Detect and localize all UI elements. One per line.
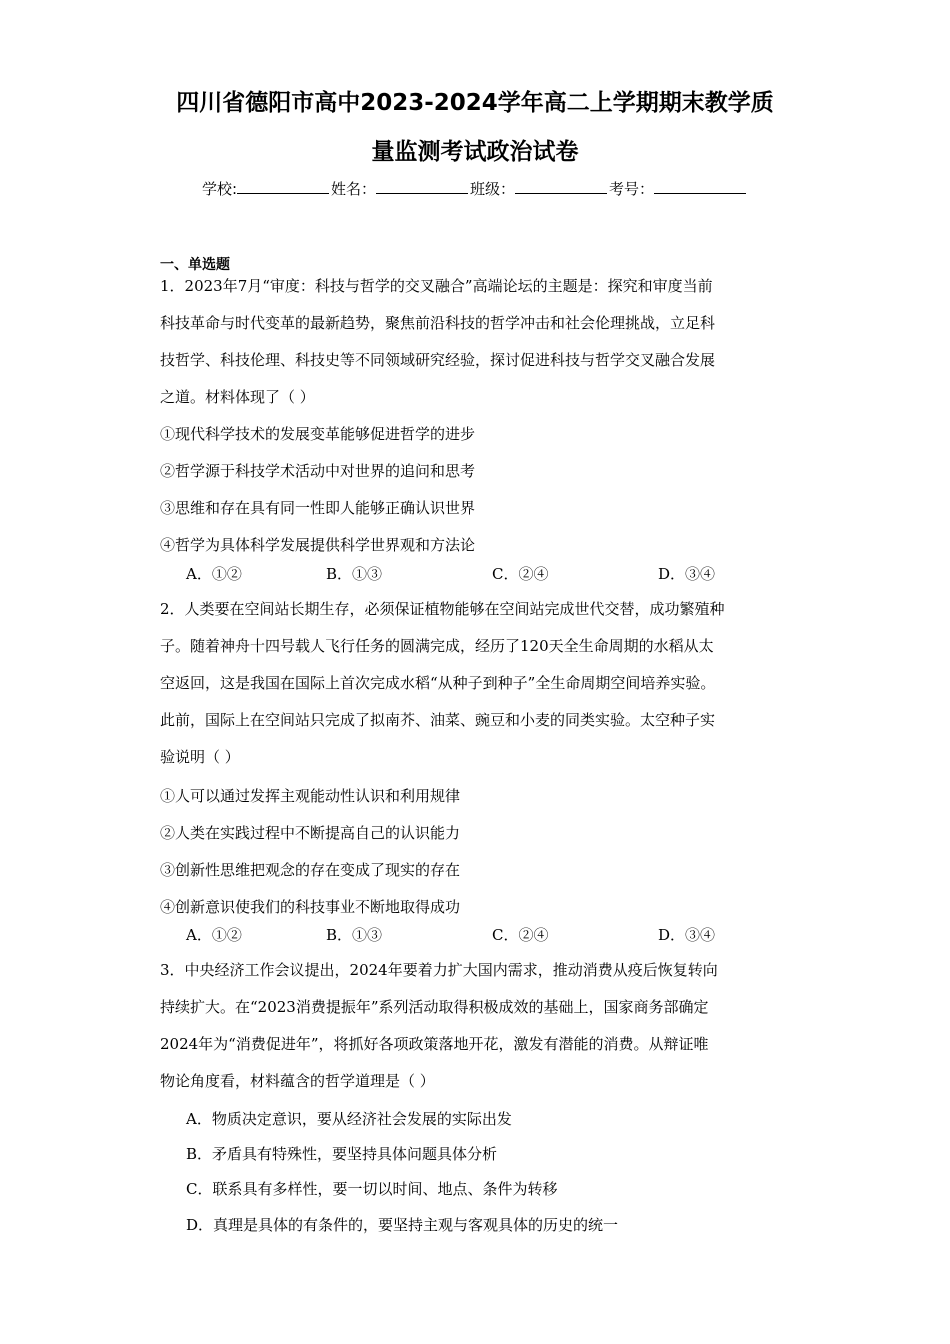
question-2-statements xyxy=(160,778,792,926)
option-c[interactable]: C．②④ xyxy=(492,926,549,944)
option-a[interactable]: A．①② xyxy=(186,565,242,583)
option-b[interactable]: B．①③ xyxy=(326,565,383,583)
name-blank[interactable] xyxy=(376,179,468,194)
statement: ④创新意识使我们的科技事业不断地取得成功 xyxy=(160,898,461,916)
class-label: 班级： xyxy=(470,180,516,198)
stem-line: 3．中央经济工作会议提出，2024年要着力扩大国内需求，推动消费从疫后恢复转向 xyxy=(160,961,718,979)
question-2-stem xyxy=(160,591,792,776)
statement: ①现代科学技术的发展变革能够促进哲学的进步 xyxy=(160,425,476,443)
option-c[interactable]: C．②④ xyxy=(492,565,549,583)
name-label: 姓名： xyxy=(331,180,377,198)
exam-no-label: 考号： xyxy=(609,180,655,198)
stem-line: 子。随着神舟十四号载人飞行任务的圆满完成，经历了120天全生命周期的水稻从太 xyxy=(160,637,714,655)
statement: ③思维和存在具有同一性即人能够正确认识世界 xyxy=(160,499,476,517)
option-d[interactable]: D．③④ xyxy=(658,926,716,944)
option-d[interactable]: D．真理是具体的有条件的，要坚持主观与客观具体的历史的统一 xyxy=(186,1216,619,1234)
statement: ②人类在实践过程中不断提高自己的认识能力 xyxy=(160,824,461,842)
option-a[interactable]: A．①② xyxy=(186,926,242,944)
school-label: 学校: xyxy=(201,180,237,198)
statement: ④哲学为具体科学发展提供科学世界观和方法论 xyxy=(160,536,476,554)
section-title: 一、单选题 xyxy=(160,257,230,273)
stem-line: 之道。材料体现了（ ） xyxy=(160,388,315,406)
option-c[interactable]: C．联系具有多样性，要一切以时间、地点、条件为转移 xyxy=(186,1180,558,1198)
option-a[interactable]: A．物质决定意识，要从经济社会发展的实际出发 xyxy=(186,1110,512,1128)
student-info-line xyxy=(0,178,950,199)
stem-line: 1．2023年7月“审度：科技与哲学的交叉融合”高端论坛的主题是：探究和审度当前 xyxy=(160,277,713,295)
class-blank[interactable] xyxy=(515,179,607,194)
question-1-stem xyxy=(160,268,792,416)
school-blank[interactable] xyxy=(237,179,329,194)
stem-line: 此前，国际上在空间站只完成了拟南芥、油菜、豌豆和小麦的同类实验。太空种子实 xyxy=(160,711,716,729)
stem-line: 技哲学、科技伦理、科技史等不同领域研究经验，探讨促进科技与哲学交叉融合发展 xyxy=(160,351,716,369)
question-1-statements xyxy=(160,416,792,564)
stem-line: 物论角度看，材料蕴含的哲学道理是（ ） xyxy=(160,1072,435,1090)
stem-line: 2024年为“消费促进年”，将抓好各项政策落地开花，激发有潜能的消费。从辩证唯 xyxy=(160,1035,709,1053)
stem-line: 2．人类要在空间站长期生存，必须保证植物能够在空间站完成世代交替，成功繁殖种 xyxy=(160,600,725,618)
statement: ③创新性思维把观念的存在变成了现实的存在 xyxy=(160,861,461,879)
exam-title-line2: 量监测考试政治试卷 xyxy=(371,139,579,165)
exam-no-blank[interactable] xyxy=(654,179,746,194)
stem-line: 持续扩大。在“2023消费提振年”系列活动取得积极成效的基础上，国家商务部确定 xyxy=(160,998,709,1016)
stem-line: 验说明（ ） xyxy=(160,748,240,766)
statement: ①人可以通过发挥主观能动性认识和利用规律 xyxy=(160,787,461,805)
question-3-stem xyxy=(160,952,792,1100)
exam-title-line1: 四川省德阳市高中2023-2024学年高二上学期期末教学质 xyxy=(176,90,774,116)
option-b[interactable]: B．矛盾具有特殊性，要坚持具体问题具体分析 xyxy=(186,1145,498,1163)
option-b[interactable]: B．①③ xyxy=(326,926,383,944)
stem-line: 空返回，这是我国在国际上首次完成水稻“从种子到种子”全生命周期空间培养实验。 xyxy=(160,674,716,692)
option-d[interactable]: D．③④ xyxy=(658,565,716,583)
stem-line: 科技革命与时代变革的最新趋势，聚焦前沿科技的哲学冲击和社会伦理挑战，立足科 xyxy=(160,314,716,332)
statement: ②哲学源于科技学术活动中对世界的追问和思考 xyxy=(160,462,476,480)
